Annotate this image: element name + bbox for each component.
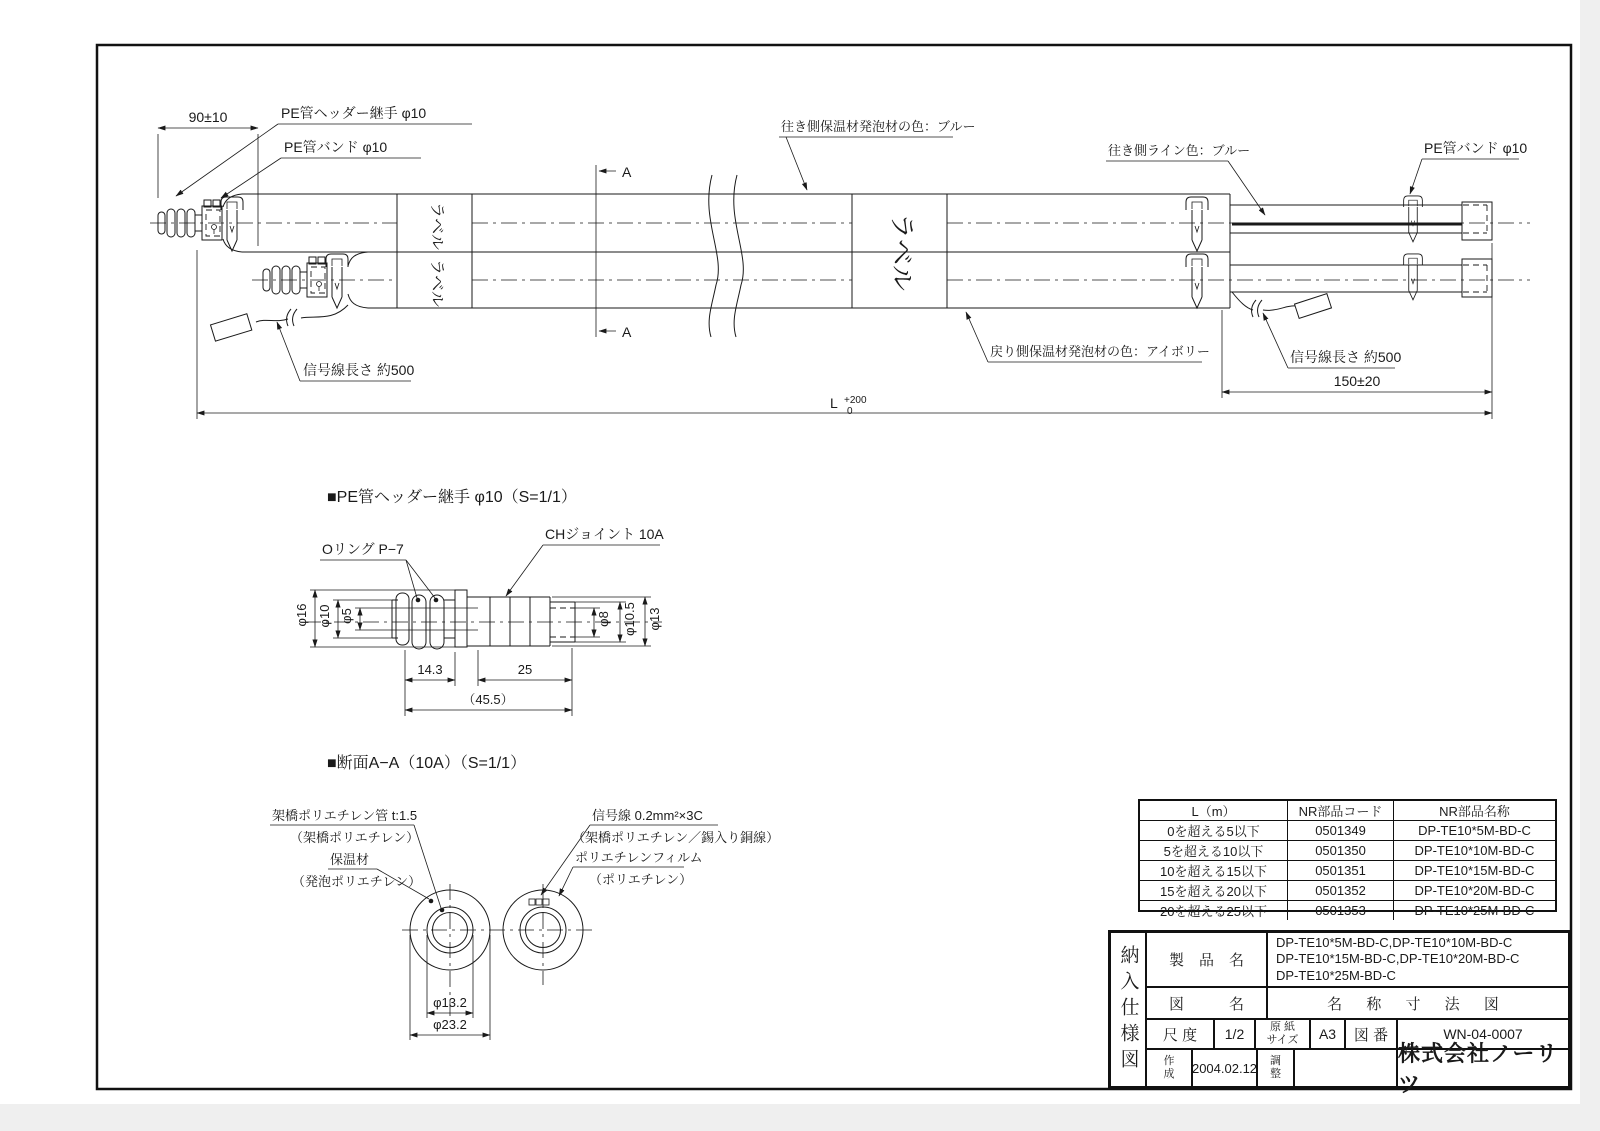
table-cell-range: 0を超える5以下 — [1140, 821, 1288, 841]
callout-supply-foam — [779, 119, 975, 190]
supply-foam-label: 往き側保温材発泡材の色：ブルー — [781, 119, 976, 134]
table-cell-code: 0501349 — [1288, 821, 1394, 841]
pe-band — [1404, 254, 1423, 300]
pe-band — [1404, 196, 1423, 242]
signal-left-label: 信号線長さ 約500 — [303, 362, 415, 378]
band-left-label: PE管バンド φ10 — [284, 139, 388, 155]
dim-dia10: φ10 — [317, 604, 332, 628]
table-cell-code: 0501352 — [1288, 881, 1394, 901]
assembly-pipes — [150, 175, 1530, 337]
scale-value: 1/2 — [1215, 1020, 1256, 1050]
insulation-sub-label: （発泡ポリエチレン） — [292, 874, 422, 889]
table-cell-range: 5を超える10以下 — [1140, 841, 1288, 861]
label-band-text: ラベル — [428, 201, 445, 251]
dim-dia5: φ5 — [339, 608, 354, 624]
o-ring-label: Oリング P−7 — [322, 541, 404, 557]
parts-table-header-code: NR部品コード — [1288, 801, 1394, 821]
dim-45-5: （45.5） — [462, 692, 514, 707]
label-band-text: ラベル — [887, 212, 917, 292]
signal-wire-left — [210, 305, 348, 341]
signal-sub-label: （架橋ポリエチレン／錫入り銅線） — [572, 830, 780, 845]
detail-title: ■PE管ヘッダー継手 φ10（S=1/1） — [327, 489, 577, 506]
dim-overall-length — [197, 250, 1492, 419]
detail-fitting-view — [294, 488, 664, 716]
title-block — [1108, 930, 1571, 1097]
parts-table — [1138, 799, 1557, 919]
drawing-number-label: 図 番 — [1346, 1020, 1398, 1050]
label-band-text: ラベル — [428, 258, 445, 308]
table-cell-name: DP-TE10*10M-BD-C — [1394, 841, 1555, 861]
pipe-label: 架橋ポリエチレン管 t:1.5 — [272, 808, 418, 823]
callout-band-right — [1410, 140, 1527, 194]
product-line: DP-TE10*15M-BD-C,DP-TE10*20M-BD-C — [1276, 951, 1520, 967]
table-cell-range: 15を超える20以下 — [1140, 881, 1288, 901]
dim-150 — [1222, 243, 1492, 419]
scan-edge-bottom — [0, 1104, 1600, 1131]
adjust-label: 調整 — [1258, 1050, 1295, 1086]
dim-25: 25 — [517, 662, 533, 677]
scan-edge-right — [1580, 0, 1600, 1131]
dim-dia23-2: φ23.2 — [433, 1017, 467, 1032]
adjust-value-empty — [1295, 1050, 1398, 1086]
dim-dia13-2: φ13.2 — [433, 995, 467, 1010]
band-right-label: PE管バンド φ10 — [1424, 140, 1528, 156]
table-cell-name: DP-TE10*25M-BD-C — [1414, 903, 1535, 918]
label-band-left — [397, 194, 472, 308]
parts-table-header-range: L（m） — [1140, 801, 1288, 821]
product-line: DP-TE10*25M-BD-C — [1276, 967, 1396, 983]
signal-wire-right — [1232, 292, 1331, 318]
dim-L-tol-lower: 0 — [847, 406, 853, 417]
table-cell-range: 20を超える25以下 — [1140, 901, 1288, 920]
dim-90-text: 90±10 — [188, 109, 228, 125]
parts-table-header-name: NR部品名称 — [1394, 801, 1555, 821]
pe-band — [326, 254, 348, 308]
insulation-label: 保温材 — [330, 852, 370, 867]
created-date: 2004.02.12 — [1193, 1050, 1258, 1086]
table-cell-name: DP-TE10*15M-BD-C — [1394, 861, 1555, 881]
pe-header-fitting-upper — [158, 200, 222, 240]
dim-90 — [158, 109, 258, 246]
dim-dia8: φ8 — [596, 611, 611, 627]
scale-label: 尺 度 — [1147, 1020, 1215, 1050]
signal-right-label: 信号線長さ 約500 — [1290, 349, 1402, 365]
callout-signal-left — [277, 322, 414, 381]
product-name-label: 製 品 名 — [1147, 933, 1268, 988]
dim-dia10-5: φ10.5 — [622, 602, 637, 636]
break-line — [734, 175, 744, 337]
product-name-value — [1268, 933, 1568, 988]
callout-return-foam — [966, 312, 1210, 362]
ch-joint-label: CHジョイント 10A — [545, 526, 664, 542]
film-label: ポリエチレンフィルム — [575, 850, 703, 865]
doc-type-vertical: 納入仕様図 — [1111, 933, 1147, 1086]
signal-conductor — [543, 899, 549, 905]
dim-14-3: 14.3 — [417, 662, 443, 677]
company-name: 株式会社ノーリツ — [1398, 1041, 1559, 1097]
signal-label: 信号線 0.2mm²×3C — [592, 808, 703, 823]
dim-dia13: φ13 — [647, 607, 662, 631]
dim-L-text: L — [830, 395, 838, 411]
dim-L-tol-upper: +200 — [844, 395, 867, 406]
film-sub-label: （ポリエチレン） — [589, 872, 693, 887]
paper-size-label: 原 紙 サイズ — [1256, 1020, 1311, 1050]
signal-conductor — [536, 899, 542, 905]
created-label: 作成 — [1147, 1050, 1193, 1086]
return-foam-label: 戻り側保温材発泡材の色：アイボリー — [990, 344, 1210, 359]
header-joint-label: PE管ヘッダー継手 φ10 — [281, 105, 427, 121]
drawing-name-value: 名 称 寸 法 図 — [1268, 988, 1568, 1020]
table-cell-code: 0501351 — [1288, 861, 1394, 881]
drawing-name-label: 図 名 — [1147, 988, 1268, 1020]
supply-line-label: 往き側ライン色：ブルー — [1108, 143, 1251, 158]
table-cell-code: 0501350 — [1288, 841, 1394, 861]
signal-wire-tag — [1295, 294, 1332, 319]
signal-wire-tag — [210, 314, 251, 341]
section-marker-a-bottom: A — [622, 324, 632, 340]
section-title: ■断面A−A（10A）（S=1/1） — [327, 755, 527, 772]
dim-dia16: φ16 — [294, 603, 309, 627]
pe-band — [1186, 254, 1208, 308]
table-cell-code: 0501353 — [1288, 901, 1394, 920]
table-cell-name: DP-TE10*20M-BD-C — [1394, 881, 1555, 901]
break-line — [709, 175, 719, 337]
section-a-a-view — [270, 754, 779, 1040]
label-band-middle — [852, 194, 947, 308]
callout-signal-right — [1263, 313, 1401, 368]
section-marker-a-top: A — [622, 164, 632, 180]
signal-conductor — [529, 899, 535, 905]
pipe-sub-label: （架橋ポリエチレン） — [290, 830, 420, 845]
paper-size-value: A3 — [1311, 1020, 1346, 1050]
pe-header-fitting-lower — [263, 257, 327, 297]
drawing-number-value: WN-04-0007 — [1398, 1020, 1568, 1050]
callout-band-left — [221, 139, 421, 198]
dim-150-text: 150±20 — [1333, 373, 1381, 389]
product-line: DP-TE10*5M-BD-C,DP-TE10*10M-BD-C — [1276, 934, 1513, 950]
table-cell-name: DP-TE10*5M-BD-C — [1394, 821, 1555, 841]
pe-band — [1186, 197, 1208, 251]
table-cell-range: 10を超える15以下 — [1140, 861, 1288, 881]
